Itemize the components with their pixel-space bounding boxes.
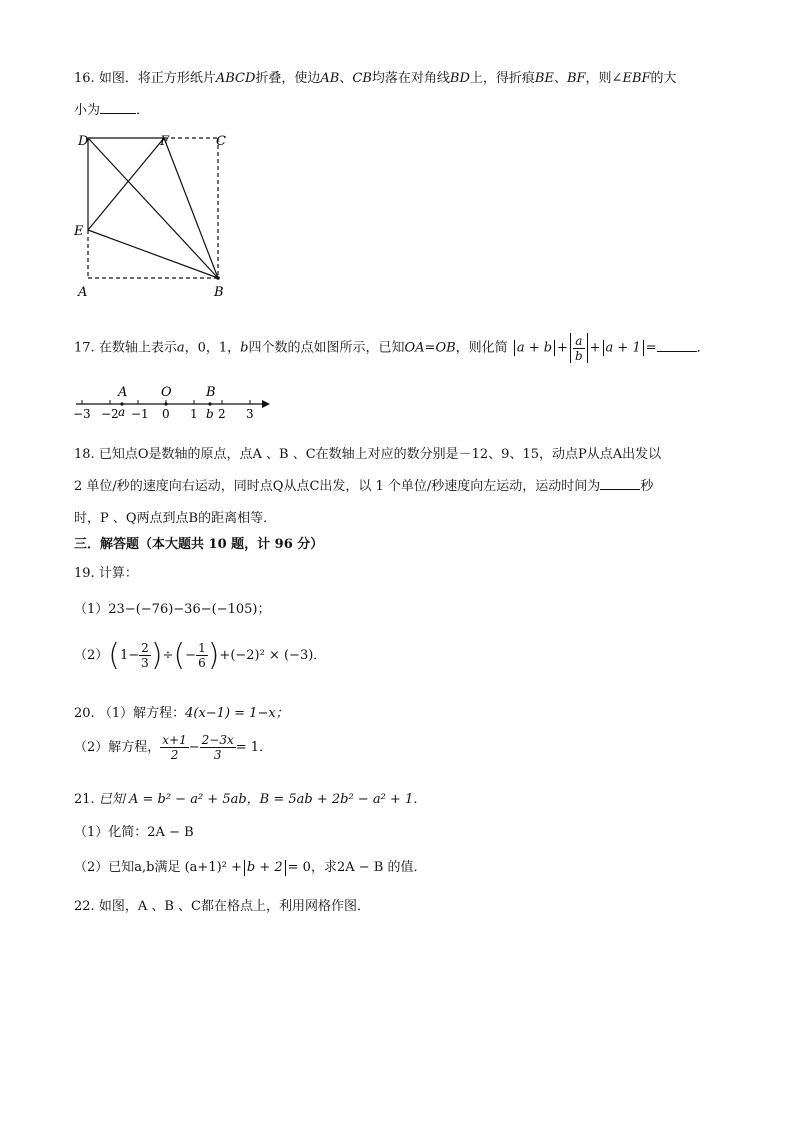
q20-part2: （2）解方程， $\frac{x+1}{2}$ − $\frac{2-3x}{3}$ = 1．: [74, 733, 273, 762]
label-D: D: [78, 134, 89, 149]
q17-line: 17. 在数轴上表示a，0，1，b四个数的点如图所示，已知OA=OB，则化简 a + b + $\frac{a}{b}$ + a + 1 = ．: [74, 333, 710, 363]
section-heading: 三．解答题（本大题共 10 题，计 96 分）: [74, 537, 324, 552]
tick-3: 3: [246, 407, 254, 421]
fraction-x1-2: $\frac{x+1}{2}$: [162, 733, 187, 762]
q22-line: 22. 如图，A 、B 、C都在格点上，利用网格作图．: [74, 899, 370, 914]
tick-2: 2: [218, 407, 226, 421]
answer-blank[interactable]: [657, 339, 697, 352]
q17-fraction: $\frac{a}{b}$: [574, 333, 583, 363]
q21-part1: （1）化简：2A − B: [74, 825, 194, 840]
q18-line2: 2 单位/秒的速度向右运动，同时点Q从点C出发，以 1 个单位/秒速度向左运动，运动时间为 秒: [74, 479, 654, 494]
fraction-2-3: $\frac{2}{3}$: [141, 641, 149, 670]
q21-line: 21. 已知 A = b² − a² + 5ab，B = 5ab + 2b² − a² + 1．: [74, 792, 427, 807]
q19-part1: （1）23−(−76)−36−(−105)；: [74, 602, 271, 617]
q18-line1: 18. 已知点O是数轴的原点，点A 、B 、C在数轴上对应的数分别是－12、9、15，动点P从点A出发以: [74, 447, 662, 462]
tick-neg2: −2: [101, 407, 119, 421]
q20-part1: 20. （1）解方程：4(x−1) = 1−x；: [74, 706, 289, 721]
axis-label-B: B: [206, 385, 216, 400]
label-B: B: [214, 285, 224, 300]
q19-part2: （2）(1− $\frac{2}{3}$ )÷(− $\frac{1}{6}$ )+(−2)² × (−3)．: [74, 638, 327, 673]
q16-line2: 小为 ．: [74, 103, 150, 118]
axis-label-O: O: [161, 385, 172, 400]
q16-square-figure: [66, 128, 236, 303]
q21-part2: （2）已知a,b满足 (a+1)² + b + 2 = 0，求2A − B 的值．: [74, 860, 427, 875]
answer-blank[interactable]: [100, 101, 136, 114]
label-E: E: [74, 224, 84, 239]
fraction-23x-3: $\frac{2-3x}{3}$: [201, 733, 234, 762]
q16-line1: 16. 如图．将正方形纸片ABCD折叠，使边AB、CB均落在对角线BD上，得折痕BE、BF，则∠EBF的大: [74, 71, 677, 86]
q17-number-line: [68, 380, 278, 422]
q19-title: 19. 计算：: [74, 566, 138, 581]
fraction-1-6: $\frac{1}{6}$: [198, 641, 206, 670]
label-C: C: [216, 134, 226, 149]
axis-label-A: A: [118, 385, 128, 400]
tick-a: a: [118, 405, 126, 419]
q18-line3: 时，P 、Q两点到点B的距离相等．: [74, 511, 277, 526]
answer-blank[interactable]: [600, 477, 640, 490]
tick-b: b: [206, 407, 214, 421]
tick-1: 1: [190, 407, 198, 421]
label-A: A: [78, 285, 88, 300]
label-F: F: [160, 134, 170, 149]
tick-neg3: −3: [73, 407, 91, 421]
tick-neg1: −1: [131, 407, 149, 421]
tick-0: 0: [162, 407, 170, 421]
